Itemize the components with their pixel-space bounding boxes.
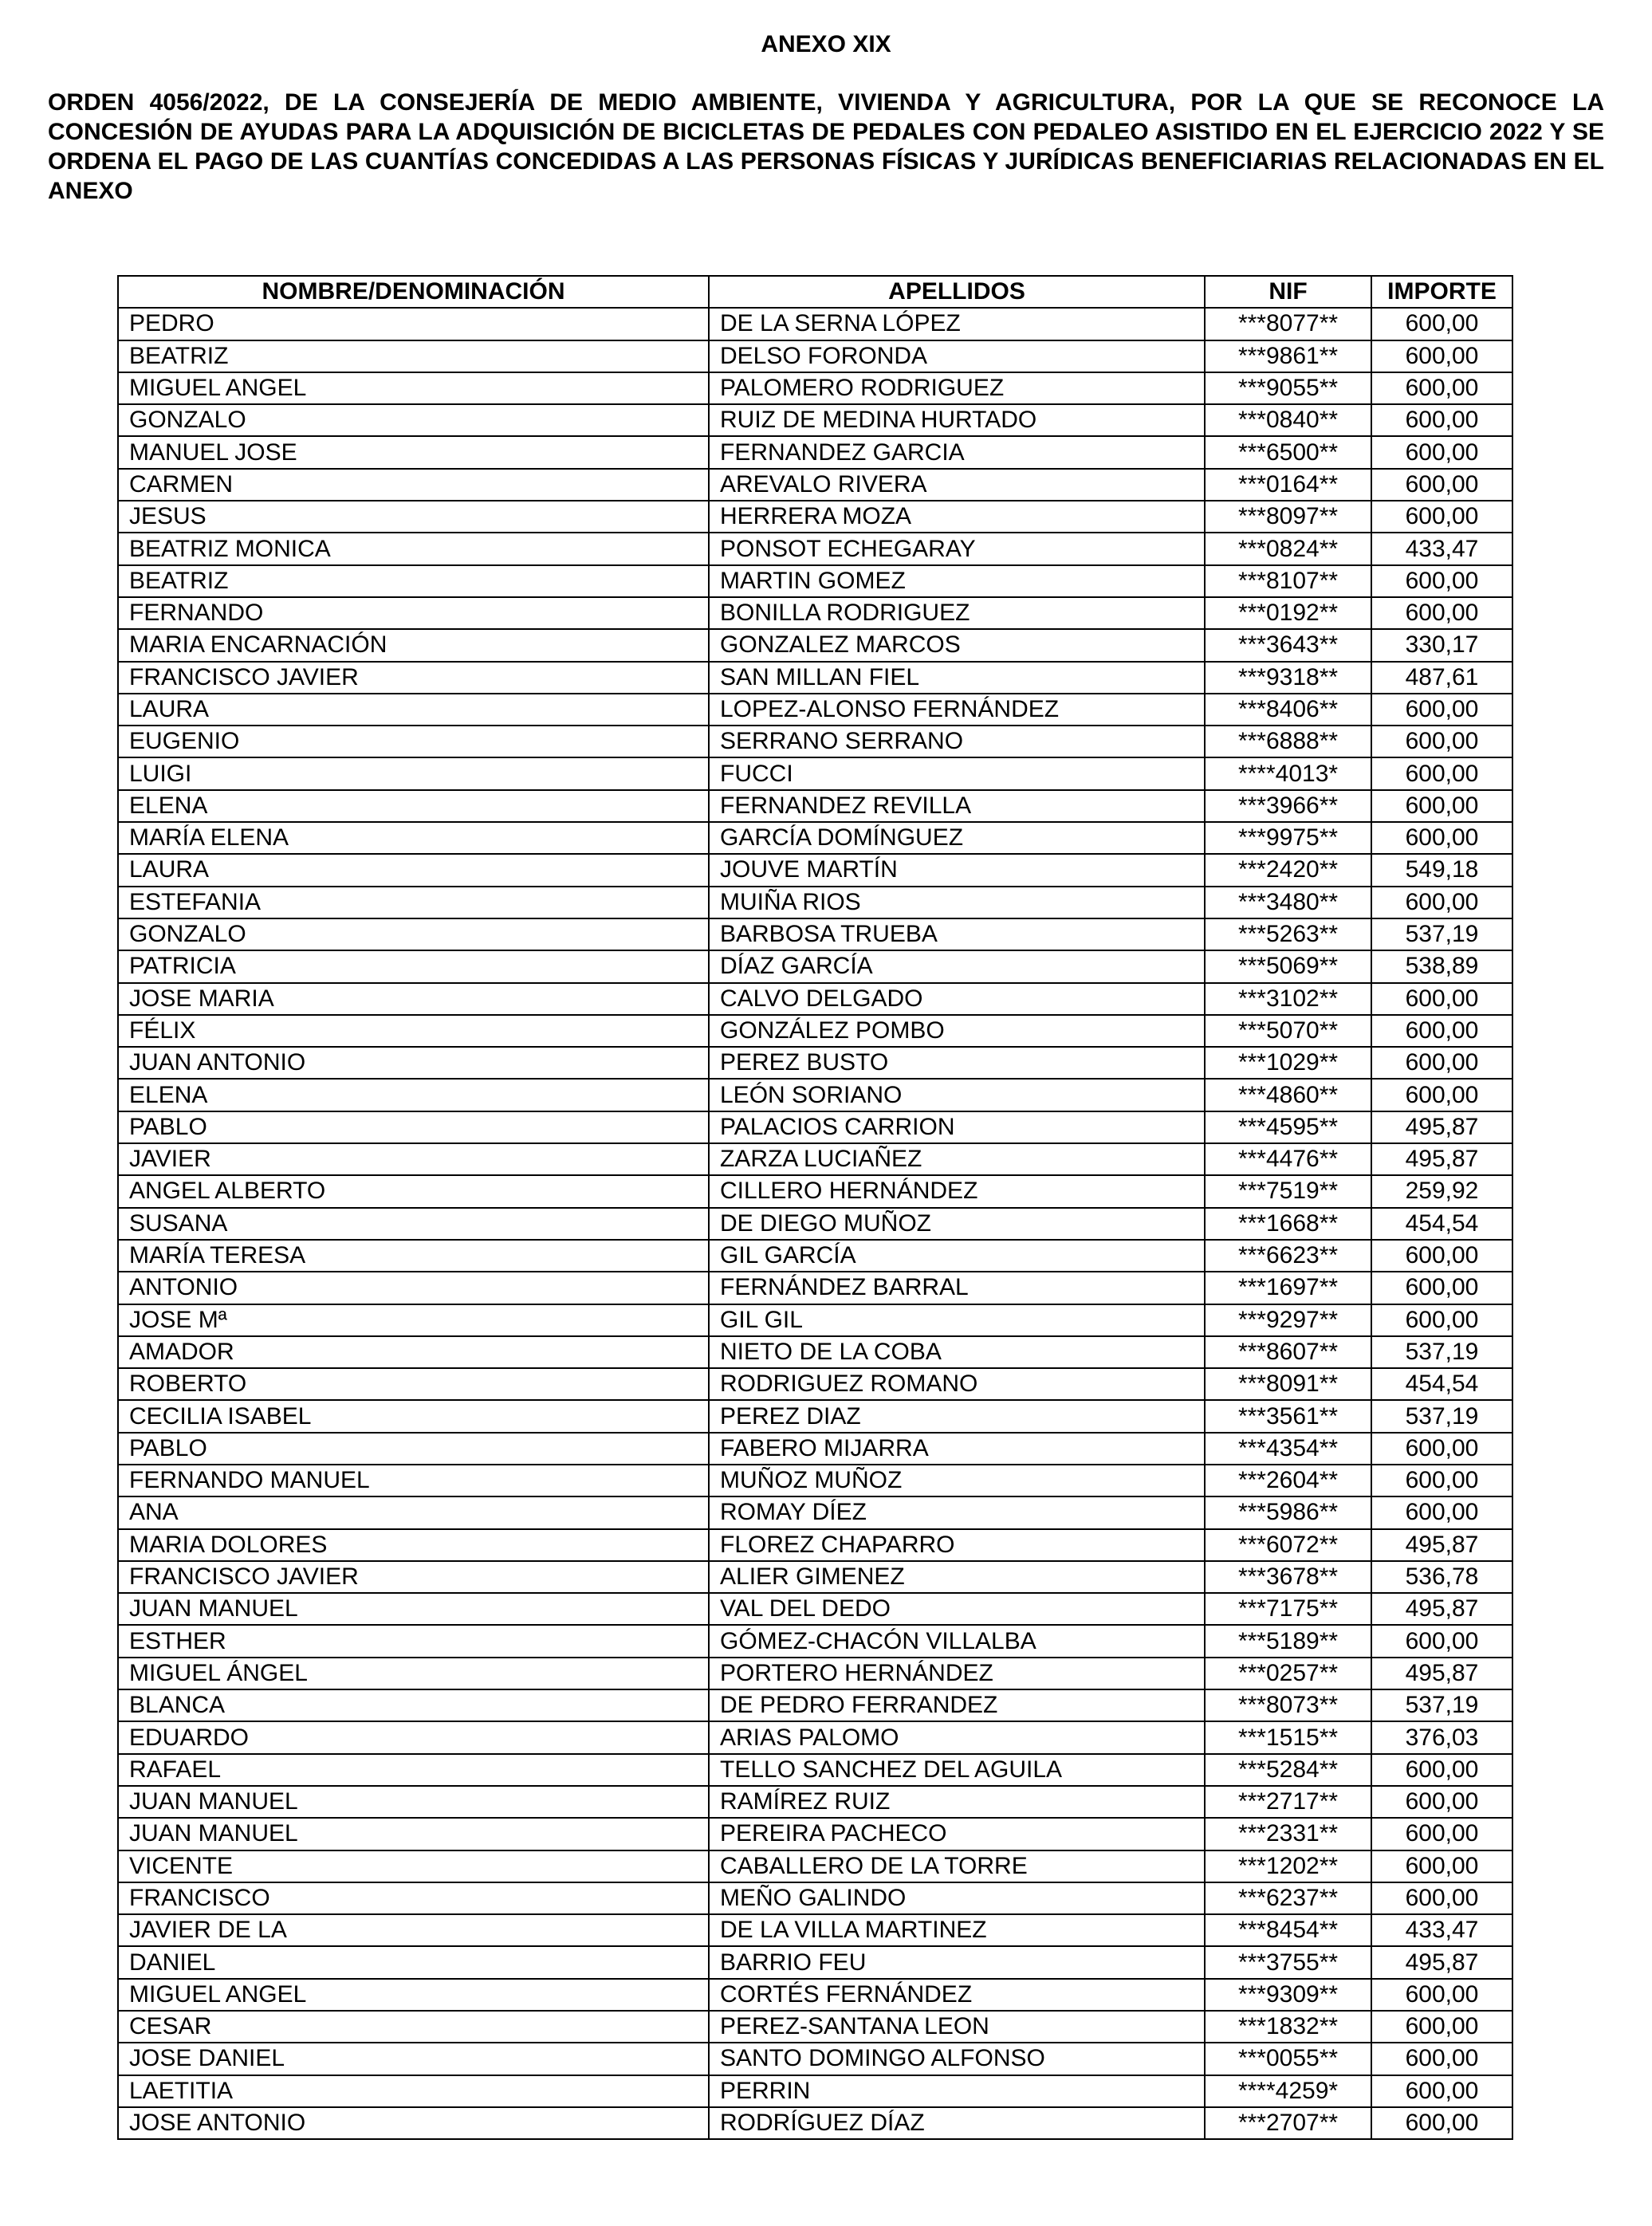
table-row	[118, 436, 1512, 468]
cell-name: EUGENIO	[118, 726, 709, 757]
cell-nif: ***3102**	[1205, 983, 1371, 1015]
cell-name: FRANCISCO JAVIER	[118, 662, 709, 694]
cell-surnames: ARIAS PALOMO	[709, 1721, 1205, 1753]
table-row	[118, 1946, 1512, 1978]
cell-surnames: GIL GARCÍA	[709, 1240, 1205, 1272]
cell-amount: 600,00	[1371, 469, 1512, 501]
table-row	[118, 1175, 1512, 1207]
cell-amount: 600,00	[1371, 1047, 1512, 1079]
cell-name: MARÍA ELENA	[118, 822, 709, 854]
cell-name: BEATRIZ	[118, 565, 709, 597]
cell-surnames: RODRIGUEZ ROMANO	[709, 1368, 1205, 1400]
cell-surnames: RAMÍREZ RUIZ	[709, 1786, 1205, 1818]
cell-surnames: AREVALO RIVERA	[709, 469, 1205, 501]
cell-surnames: PEREZ BUSTO	[709, 1047, 1205, 1079]
cell-name: ROBERTO	[118, 1368, 709, 1400]
cell-surnames: DÍAZ GARCÍA	[709, 950, 1205, 982]
cell-surnames: MUÑOZ MUÑOZ	[709, 1465, 1205, 1496]
cell-name: EDUARDO	[118, 1721, 709, 1753]
cell-amount: 600,00	[1371, 694, 1512, 726]
cell-nif: ***5069**	[1205, 950, 1371, 982]
cell-name: JOSE DANIEL	[118, 2043, 709, 2075]
cell-amount: 600,00	[1371, 372, 1512, 404]
cell-name: FERNANDO	[118, 597, 709, 629]
cell-amount: 600,00	[1371, 1625, 1512, 1657]
cell-surnames: PEREZ DIAZ	[709, 1400, 1205, 1432]
table-row	[118, 1721, 1512, 1753]
cell-amount: 433,47	[1371, 1914, 1512, 1946]
cell-amount: 259,92	[1371, 1175, 1512, 1207]
table-row	[118, 1047, 1512, 1079]
cell-name: CECILIA ISABEL	[118, 1400, 709, 1432]
cell-nif: ***7519**	[1205, 1175, 1371, 1207]
cell-nif: ***5263**	[1205, 918, 1371, 950]
cell-amount: 600,00	[1371, 1079, 1512, 1111]
cell-nif: ***8097**	[1205, 501, 1371, 533]
cell-name: ANA	[118, 1496, 709, 1528]
cell-nif: ***7175**	[1205, 1593, 1371, 1625]
cell-surnames: GARCÍA DOMÍNGUEZ	[709, 822, 1205, 854]
table-row	[118, 1079, 1512, 1111]
cell-surnames: PALACIOS CARRION	[709, 1111, 1205, 1143]
header-name: NOMBRE/DENOMINACIÓN	[118, 276, 709, 308]
cell-surnames: ALIER GIMENEZ	[709, 1561, 1205, 1593]
cell-nif: ***2331**	[1205, 1818, 1371, 1850]
table-row	[118, 1979, 1512, 2011]
cell-surnames: CALVO DELGADO	[709, 983, 1205, 1015]
table-row	[118, 887, 1512, 918]
cell-name: MIGUEL ANGEL	[118, 372, 709, 404]
table-row	[118, 533, 1512, 564]
cell-name: ELENA	[118, 790, 709, 822]
cell-nif: ***0257**	[1205, 1658, 1371, 1689]
cell-name: JUAN MANUEL	[118, 1593, 709, 1625]
cell-name: AMADOR	[118, 1336, 709, 1368]
cell-surnames: DE DIEGO MUÑOZ	[709, 1208, 1205, 1240]
table-row	[118, 1240, 1512, 1272]
table-row	[118, 469, 1512, 501]
cell-name: LUIGI	[118, 757, 709, 789]
cell-nif: ***2717**	[1205, 1786, 1371, 1818]
cell-nif: ***0192**	[1205, 597, 1371, 629]
cell-nif: ***1202**	[1205, 1850, 1371, 1882]
cell-amount: 600,00	[1371, 887, 1512, 918]
cell-name: JUAN ANTONIO	[118, 1047, 709, 1079]
cell-name: LAURA	[118, 854, 709, 886]
cell-amount: 495,87	[1371, 1658, 1512, 1689]
table-row	[118, 2075, 1512, 2107]
table-row	[118, 1882, 1512, 1914]
cell-surnames: GIL GIL	[709, 1304, 1205, 1336]
cell-name: PABLO	[118, 1433, 709, 1465]
cell-name: LAURA	[118, 694, 709, 726]
annex-title: ANEXO XIX	[761, 31, 891, 57]
cell-surnames: SERRANO SERRANO	[709, 726, 1205, 757]
table-row	[118, 757, 1512, 789]
cell-nif: ***4476**	[1205, 1143, 1371, 1175]
table-row	[118, 1208, 1512, 1240]
cell-amount: 600,00	[1371, 308, 1512, 340]
beneficiaries-table	[117, 275, 1513, 2140]
cell-nif: ***8107**	[1205, 565, 1371, 597]
cell-name: JUAN MANUEL	[118, 1786, 709, 1818]
cell-amount: 454,54	[1371, 1208, 1512, 1240]
cell-name: JESUS	[118, 501, 709, 533]
cell-nif: ***9055**	[1205, 372, 1371, 404]
cell-nif: ***3755**	[1205, 1946, 1371, 1978]
cell-surnames: GONZALEZ MARCOS	[709, 629, 1205, 661]
table-row	[118, 1336, 1512, 1368]
cell-amount: 495,87	[1371, 1946, 1512, 1978]
cell-name: MARÍA TERESA	[118, 1240, 709, 1272]
cell-nif: ***8077**	[1205, 308, 1371, 340]
cell-surnames: HERRERA MOZA	[709, 501, 1205, 533]
cell-amount: 600,00	[1371, 1240, 1512, 1272]
table-row	[118, 694, 1512, 726]
cell-name: PEDRO	[118, 308, 709, 340]
table-body	[118, 308, 1512, 2139]
cell-nif: ***1029**	[1205, 1047, 1371, 1079]
table-row	[118, 2011, 1512, 2043]
table-row	[118, 1400, 1512, 1432]
cell-nif: ****4013*	[1205, 757, 1371, 789]
cell-nif: ****4259*	[1205, 2075, 1371, 2107]
cell-amount: 600,00	[1371, 822, 1512, 854]
order-heading: ORDEN 4056/2022, DE LA CONSEJERÍA DE MEDIO AMBIENTE, VIVIENDA Y AGRICULTURA, POR LA QUE SE RECONOCE LA CONCESIÓN DE AYUDAS PARA LA ADQUISICIÓN DE BICICLETAS DE PEDALES CON PEDALEO ASISTIDO EN EL EJERCICIO 2022 Y SE ORDENA EL PAGO DE LAS CUANTÍAS CONCEDIDAS A LAS PERSONAS FÍSICAS Y JURÍDICAS BENEFICIARIAS RELACIONADAS EN EL ANEXO	[48, 89, 1604, 204]
cell-surnames: RODRÍGUEZ DÍAZ	[709, 2107, 1205, 2139]
table-row	[118, 1818, 1512, 1850]
cell-nif: ***2707**	[1205, 2107, 1371, 2139]
cell-amount: 600,00	[1371, 2043, 1512, 2075]
cell-nif: ***3643**	[1205, 629, 1371, 661]
table-row	[118, 565, 1512, 597]
cell-nif: ***6888**	[1205, 726, 1371, 757]
table-row	[118, 404, 1512, 436]
table-row	[118, 918, 1512, 950]
table-row	[118, 1111, 1512, 1143]
cell-surnames: CABALLERO DE LA TORRE	[709, 1850, 1205, 1882]
cell-nif: ***5070**	[1205, 1015, 1371, 1047]
cell-nif: ***0164**	[1205, 469, 1371, 501]
cell-nif: ***8454**	[1205, 1914, 1371, 1946]
table-row	[118, 790, 1512, 822]
table-row	[118, 983, 1512, 1015]
cell-name: DANIEL	[118, 1946, 709, 1978]
table-row	[118, 726, 1512, 757]
cell-nif: ***2604**	[1205, 1465, 1371, 1496]
cell-name: ESTHER	[118, 1625, 709, 1657]
table-row	[118, 1689, 1512, 1721]
cell-name: JAVIER DE LA	[118, 1914, 709, 1946]
cell-surnames: BARBOSA TRUEBA	[709, 918, 1205, 950]
table-row	[118, 1368, 1512, 1400]
table-row	[118, 1625, 1512, 1657]
cell-name: FRANCISCO	[118, 1882, 709, 1914]
cell-surnames: DE LA SERNA LÓPEZ	[709, 308, 1205, 340]
cell-surnames: FABERO MIJARRA	[709, 1433, 1205, 1465]
cell-amount: 600,00	[1371, 1015, 1512, 1047]
table-row	[118, 950, 1512, 982]
cell-amount: 549,18	[1371, 854, 1512, 886]
cell-amount: 600,00	[1371, 597, 1512, 629]
cell-nif: ***1697**	[1205, 1272, 1371, 1304]
header-nif: NIF	[1205, 276, 1371, 308]
cell-amount: 600,00	[1371, 1979, 1512, 2011]
cell-amount: 600,00	[1371, 1882, 1512, 1914]
cell-name: ANTONIO	[118, 1272, 709, 1304]
cell-nif: ***9309**	[1205, 1979, 1371, 2011]
cell-amount: 600,00	[1371, 726, 1512, 757]
table-row	[118, 1015, 1512, 1047]
table-row	[118, 597, 1512, 629]
cell-amount: 600,00	[1371, 404, 1512, 436]
table-row	[118, 1914, 1512, 1946]
table-row	[118, 1850, 1512, 1882]
cell-nif: ***9297**	[1205, 1304, 1371, 1336]
cell-nif: ***4354**	[1205, 1433, 1371, 1465]
table-row	[118, 1272, 1512, 1304]
table-row	[118, 854, 1512, 886]
cell-surnames: PALOMERO RODRIGUEZ	[709, 372, 1205, 404]
cell-amount: 495,87	[1371, 1529, 1512, 1561]
table-row	[118, 1496, 1512, 1528]
table-row	[118, 1754, 1512, 1786]
table-row	[118, 1433, 1512, 1465]
table-row	[118, 1561, 1512, 1593]
cell-nif: ***9861**	[1205, 340, 1371, 372]
table-row	[118, 662, 1512, 694]
cell-name: GONZALO	[118, 918, 709, 950]
table-row	[118, 1465, 1512, 1496]
cell-nif: ***1515**	[1205, 1721, 1371, 1753]
cell-surnames: DE LA VILLA MARTINEZ	[709, 1914, 1205, 1946]
header-surnames: APELLIDOS	[709, 276, 1205, 308]
cell-surnames: FERNÁNDEZ BARRAL	[709, 1272, 1205, 1304]
table-row	[118, 340, 1512, 372]
cell-name: CESAR	[118, 2011, 709, 2043]
cell-amount: 600,00	[1371, 1496, 1512, 1528]
cell-name: BEATRIZ MONICA	[118, 533, 709, 564]
cell-amount: 537,19	[1371, 1689, 1512, 1721]
cell-nif: ***5189**	[1205, 1625, 1371, 1657]
table-row	[118, 1143, 1512, 1175]
cell-name: FRANCISCO JAVIER	[118, 1561, 709, 1593]
cell-amount: 600,00	[1371, 983, 1512, 1015]
cell-surnames: MUIÑA RIOS	[709, 887, 1205, 918]
cell-amount: 454,54	[1371, 1368, 1512, 1400]
cell-nif: ***3480**	[1205, 887, 1371, 918]
table-row	[118, 1593, 1512, 1625]
cell-nif: ***8607**	[1205, 1336, 1371, 1368]
cell-name: JOSE MARIA	[118, 983, 709, 1015]
cell-nif: ***8406**	[1205, 694, 1371, 726]
cell-surnames: PERRIN	[709, 2075, 1205, 2107]
cell-surnames: FERNANDEZ GARCIA	[709, 436, 1205, 468]
cell-amount: 537,19	[1371, 1336, 1512, 1368]
cell-amount: 600,00	[1371, 565, 1512, 597]
cell-nif: ***6237**	[1205, 1882, 1371, 1914]
cell-name: MANUEL JOSE	[118, 436, 709, 468]
cell-nif: ***0840**	[1205, 404, 1371, 436]
cell-name: BLANCA	[118, 1689, 709, 1721]
cell-nif: ***9975**	[1205, 822, 1371, 854]
cell-amount: 495,87	[1371, 1111, 1512, 1143]
cell-nif: ***4595**	[1205, 1111, 1371, 1143]
cell-name: RAFAEL	[118, 1754, 709, 1786]
table-row	[118, 372, 1512, 404]
table-row	[118, 501, 1512, 533]
cell-amount: 536,78	[1371, 1561, 1512, 1593]
cell-amount: 537,19	[1371, 1400, 1512, 1432]
cell-surnames: GÓMEZ-CHACÓN VILLALBA	[709, 1625, 1205, 1657]
table-row	[118, 1304, 1512, 1336]
cell-name: BEATRIZ	[118, 340, 709, 372]
cell-amount: 376,03	[1371, 1721, 1512, 1753]
cell-amount: 537,19	[1371, 918, 1512, 950]
cell-name: PABLO	[118, 1111, 709, 1143]
cell-name: GONZALO	[118, 404, 709, 436]
cell-surnames: CILLERO HERNÁNDEZ	[709, 1175, 1205, 1207]
cell-surnames: RUIZ DE MEDINA HURTADO	[709, 404, 1205, 436]
cell-name: FERNANDO MANUEL	[118, 1465, 709, 1496]
cell-amount: 600,00	[1371, 1433, 1512, 1465]
cell-nif: ***0824**	[1205, 533, 1371, 564]
cell-amount: 600,00	[1371, 2107, 1512, 2139]
cell-surnames: GONZÁLEZ POMBO	[709, 1015, 1205, 1047]
cell-name: MIGUEL ÁNGEL	[118, 1658, 709, 1689]
cell-amount: 330,17	[1371, 629, 1512, 661]
table-row	[118, 1658, 1512, 1689]
cell-amount: 538,89	[1371, 950, 1512, 982]
cell-name: ANGEL ALBERTO	[118, 1175, 709, 1207]
cell-surnames: LEÓN SORIANO	[709, 1079, 1205, 1111]
cell-name: VICENTE	[118, 1850, 709, 1882]
cell-surnames: ROMAY DÍEZ	[709, 1496, 1205, 1528]
cell-surnames: PEREZ-SANTANA LEON	[709, 2011, 1205, 2043]
cell-amount: 600,00	[1371, 436, 1512, 468]
cell-surnames: JOUVE MARTÍN	[709, 854, 1205, 886]
cell-surnames: PEREIRA PACHECO	[709, 1818, 1205, 1850]
cell-name: PATRICIA	[118, 950, 709, 982]
cell-amount: 600,00	[1371, 1304, 1512, 1336]
cell-name: MIGUEL ANGEL	[118, 1979, 709, 2011]
cell-name: CARMEN	[118, 469, 709, 501]
cell-amount: 600,00	[1371, 340, 1512, 372]
cell-amount: 495,87	[1371, 1593, 1512, 1625]
cell-nif: ***6072**	[1205, 1529, 1371, 1561]
cell-amount: 600,00	[1371, 2011, 1512, 2043]
cell-surnames: BONILLA RODRIGUEZ	[709, 597, 1205, 629]
cell-name: JUAN MANUEL	[118, 1818, 709, 1850]
cell-surnames: NIETO DE LA COBA	[709, 1336, 1205, 1368]
cell-nif: ***4860**	[1205, 1079, 1371, 1111]
cell-nif: ***2420**	[1205, 854, 1371, 886]
cell-surnames: FUCCI	[709, 757, 1205, 789]
cell-nif: ***3966**	[1205, 790, 1371, 822]
cell-nif: ***1832**	[1205, 2011, 1371, 2043]
cell-surnames: FERNANDEZ REVILLA	[709, 790, 1205, 822]
cell-surnames: DELSO FORONDA	[709, 340, 1205, 372]
cell-surnames: TELLO SANCHEZ DEL AGUILA	[709, 1754, 1205, 1786]
cell-nif: ***5986**	[1205, 1496, 1371, 1528]
cell-surnames: SAN MILLAN FIEL	[709, 662, 1205, 694]
cell-nif: ***9318**	[1205, 662, 1371, 694]
cell-nif: ***6623**	[1205, 1240, 1371, 1272]
header-amount: IMPORTE	[1371, 276, 1512, 308]
table-row	[118, 1786, 1512, 1818]
table-row	[118, 822, 1512, 854]
cell-surnames: LOPEZ-ALONSO FERNÁNDEZ	[709, 694, 1205, 726]
cell-nif: ***3561**	[1205, 1400, 1371, 1432]
table-row	[118, 2043, 1512, 2075]
cell-name: ELENA	[118, 1079, 709, 1111]
cell-name: MARIA ENCARNACIÓN	[118, 629, 709, 661]
cell-name: JOSE ANTONIO	[118, 2107, 709, 2139]
cell-amount: 433,47	[1371, 533, 1512, 564]
cell-surnames: MARTIN GOMEZ	[709, 565, 1205, 597]
cell-surnames: PONSOT ECHEGARAY	[709, 533, 1205, 564]
cell-surnames: VAL DEL DEDO	[709, 1593, 1205, 1625]
cell-nif: ***0055**	[1205, 2043, 1371, 2075]
cell-amount: 600,00	[1371, 1786, 1512, 1818]
cell-nif: ***8073**	[1205, 1689, 1371, 1721]
cell-nif: ***1668**	[1205, 1208, 1371, 1240]
cell-surnames: PORTERO HERNÁNDEZ	[709, 1658, 1205, 1689]
cell-amount: 487,61	[1371, 662, 1512, 694]
cell-amount: 600,00	[1371, 1818, 1512, 1850]
cell-surnames: FLOREZ CHAPARRO	[709, 1529, 1205, 1561]
cell-surnames: DE PEDRO FERRANDEZ	[709, 1689, 1205, 1721]
cell-name: FÉLIX	[118, 1015, 709, 1047]
cell-nif: ***6500**	[1205, 436, 1371, 468]
table-row	[118, 2107, 1512, 2139]
cell-surnames: ZARZA LUCIAÑEZ	[709, 1143, 1205, 1175]
cell-name: SUSANA	[118, 1208, 709, 1240]
cell-name: JOSE Mª	[118, 1304, 709, 1336]
cell-name: LAETITIA	[118, 2075, 709, 2107]
cell-amount: 600,00	[1371, 1465, 1512, 1496]
cell-name: MARIA DOLORES	[118, 1529, 709, 1561]
cell-nif: ***5284**	[1205, 1754, 1371, 1786]
cell-surnames: MEÑO GALINDO	[709, 1882, 1205, 1914]
cell-surnames: CORTÉS FERNÁNDEZ	[709, 1979, 1205, 2011]
cell-name: JAVIER	[118, 1143, 709, 1175]
cell-amount: 600,00	[1371, 1754, 1512, 1786]
cell-nif: ***3678**	[1205, 1561, 1371, 1593]
table-row	[118, 1529, 1512, 1561]
cell-amount: 600,00	[1371, 501, 1512, 533]
cell-amount: 600,00	[1371, 2075, 1512, 2107]
cell-amount: 495,87	[1371, 1143, 1512, 1175]
table-header-row	[118, 276, 1512, 308]
cell-amount: 600,00	[1371, 1850, 1512, 1882]
cell-amount: 600,00	[1371, 757, 1512, 789]
cell-nif: ***8091**	[1205, 1368, 1371, 1400]
cell-surnames: SANTO DOMINGO ALFONSO	[709, 2043, 1205, 2075]
cell-amount: 600,00	[1371, 1272, 1512, 1304]
table-row	[118, 629, 1512, 661]
cell-name: ESTEFANIA	[118, 887, 709, 918]
cell-surnames: BARRIO FEU	[709, 1946, 1205, 1978]
cell-amount: 600,00	[1371, 790, 1512, 822]
table-row	[118, 308, 1512, 340]
